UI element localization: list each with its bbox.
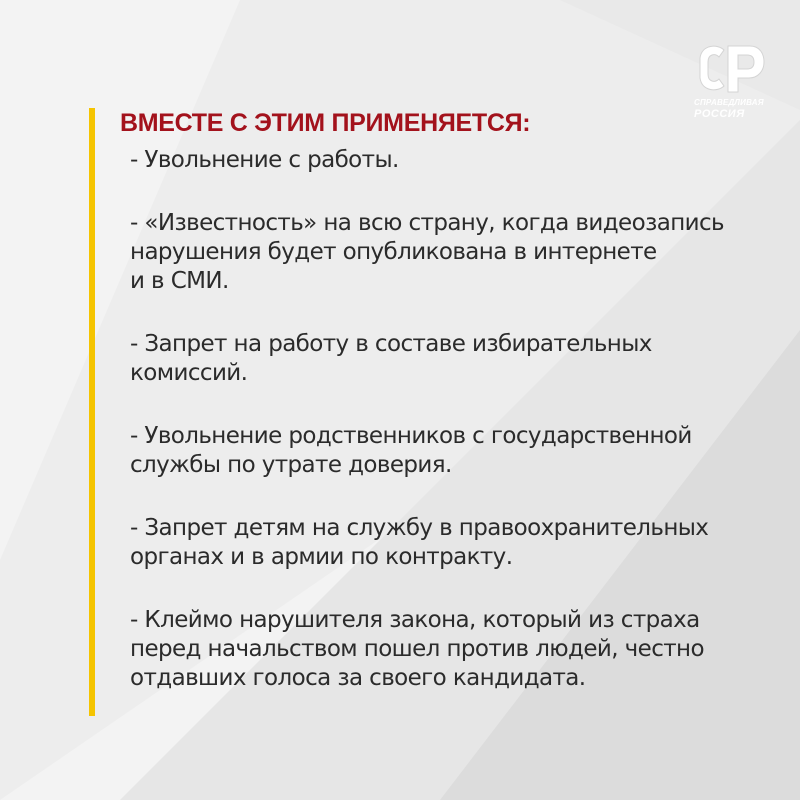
- list-item: - Запрет на работу в составе избирательных комиссий.: [130, 331, 652, 386]
- list-item: - Увольнение с работы.: [130, 147, 399, 173]
- consequences-list: [120, 146, 760, 693]
- list-item: - Запрет детям на службу в правоохранительных органах и в армии по контракту.: [130, 515, 709, 570]
- party-logo-icon: [694, 40, 770, 98]
- accent-bar: [89, 108, 95, 716]
- list-item: - Клеймо нарушителя закона, который из страха перед начальством пошел против людей, честно отдавших голоса за своего кандидата.: [130, 607, 704, 691]
- content-block: [120, 106, 760, 693]
- list-item: - Увольнение родственников с государственной службы по утрате доверия.: [130, 423, 692, 478]
- logo-text-line2: РОССИЯ: [694, 108, 745, 120]
- page-title: ВМЕСТЕ С ЭТИМ ПРИМЕНЯЕТСЯ:: [120, 109, 531, 137]
- list-item: - «Известность» на всю страну, когда видеозапись нарушения будет опубликована в интернете и в СМИ.: [130, 210, 724, 294]
- logo-text-line1: СПРАВЕДЛИВАЯ: [694, 98, 764, 107]
